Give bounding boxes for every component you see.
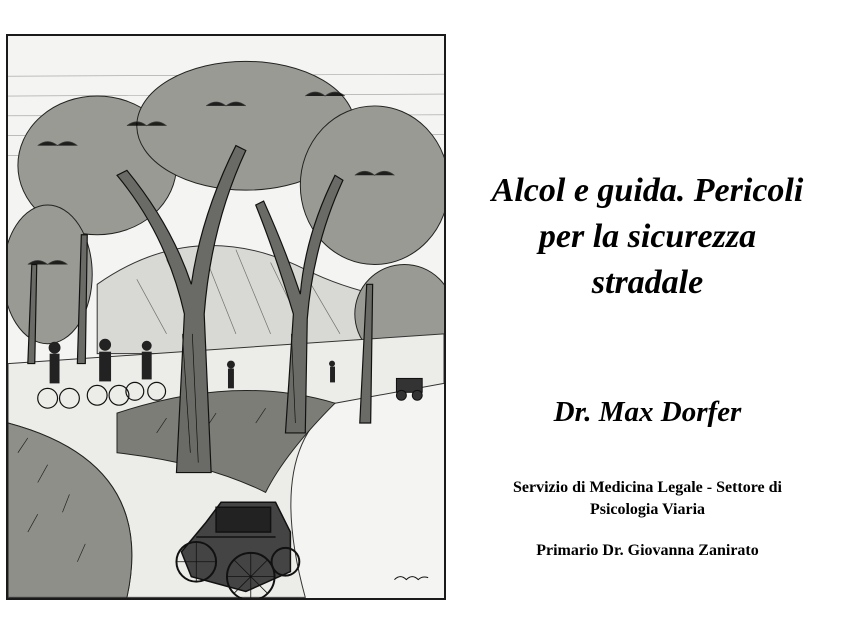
engraving-illustration: [6, 34, 446, 600]
title-line-1: Alcol e guida. Pericoli: [491, 172, 804, 209]
department: [455, 477, 840, 521]
department-line-2: Psicologia Viaria: [589, 501, 706, 518]
department-line-1: Servizio di Medicina Legale - Settore di: [513, 479, 782, 496]
title-line-3: stradale: [591, 264, 704, 301]
author-name: Dr. Max Dorfer: [553, 396, 742, 428]
head-of-department: Primario Dr. Giovanna Zanirato: [536, 542, 759, 559]
engraving-drawing: [8, 36, 444, 598]
title-line-2: per la sicurezza: [538, 218, 757, 255]
slide-title: [455, 168, 840, 306]
